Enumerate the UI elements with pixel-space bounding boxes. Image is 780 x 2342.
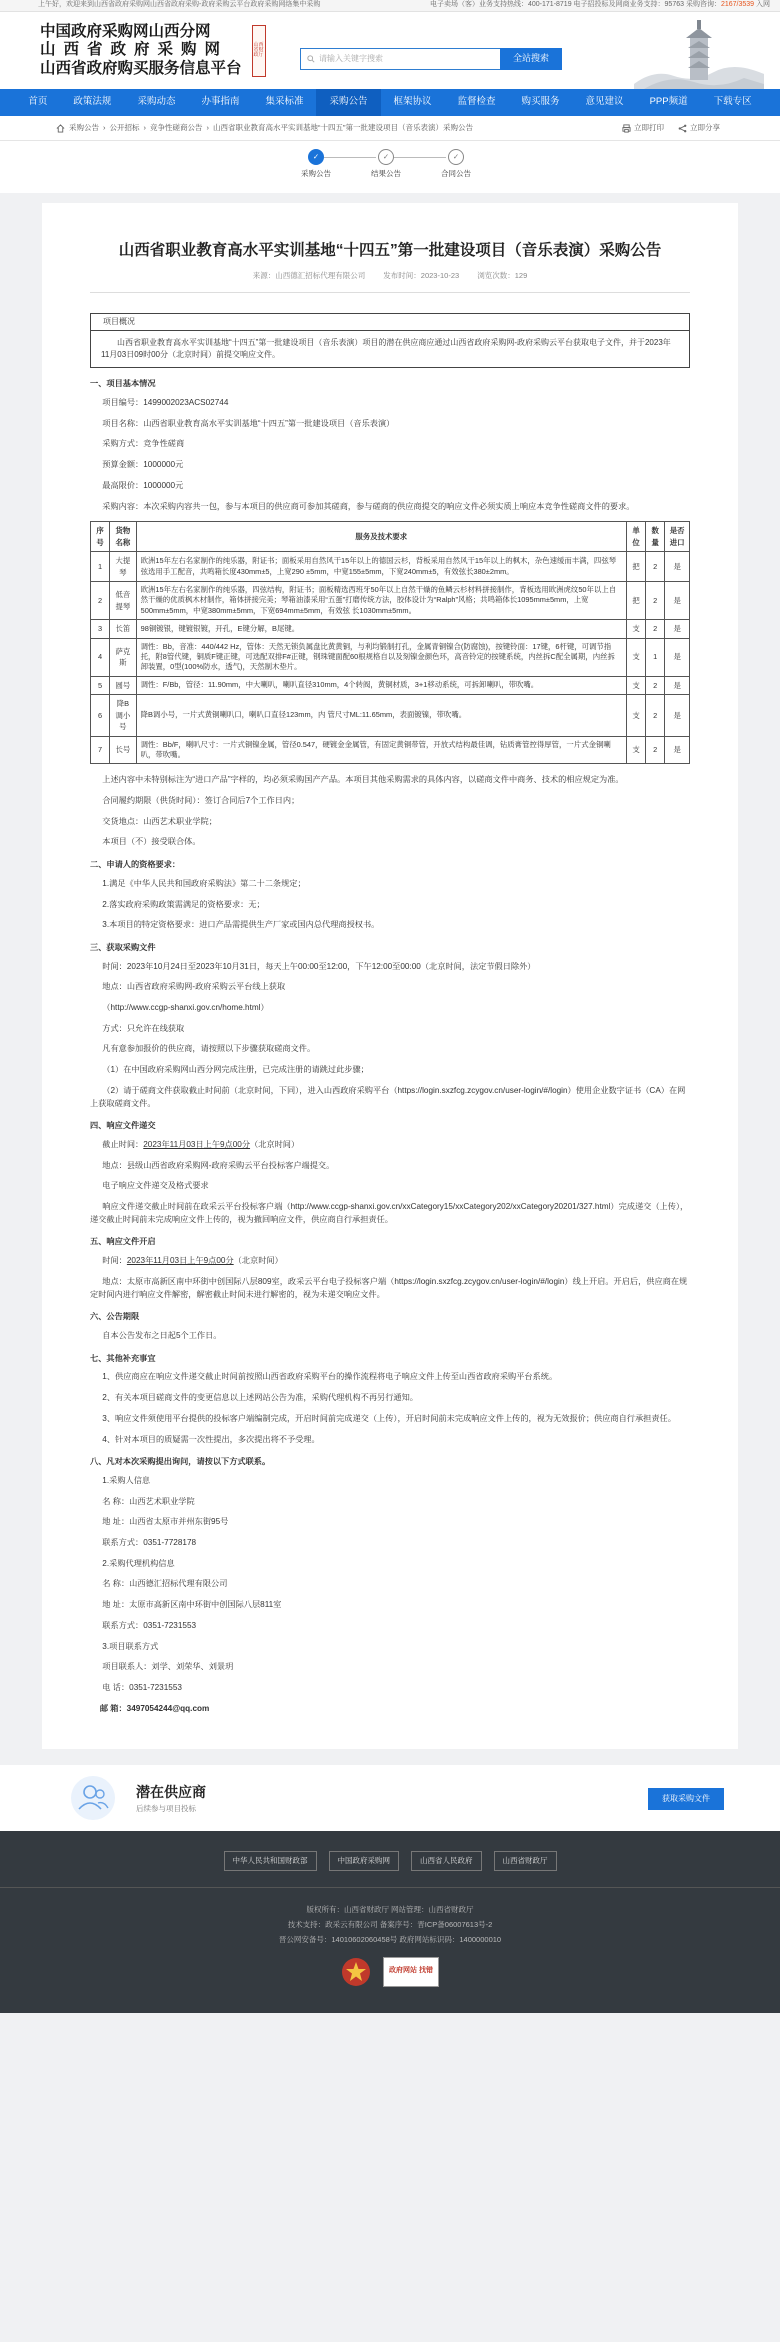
contact-line: 电 话：0351-7231553 [102,1682,182,1692]
section-heading: 四、响应文件递交 [90,1121,156,1131]
overview-text: 山西省职业教育高水平实训基地“十四五”第一批建设项目（音乐表演）项目的潜在供应商应通过山西省政府采购网-政府采购云平台获取电子文件，并于2023年11月03日09时00分（北京时间）前提交响应文件。 [90,331,690,369]
supplement-item: 3、响应文件须使用平台提供的投标客户端编制完成，开启时间前完成递交（上传），开启时间前未完成响应文件上传的，视为无效报价；供应商自行承担责任。 [102,1413,676,1423]
nav-item[interactable]: 采购公告 [316,89,380,116]
check-icon: ✓ [378,149,394,165]
step-announcement[interactable]: ✓ 采购公告 [291,149,341,179]
supplement-item: 4、针对本项目的质疑需一次性提出，多次提出将不予受理。 [102,1434,320,1444]
share-button[interactable]: 立即分享 [678,122,720,133]
table-cell: 萨克斯 [110,638,136,676]
pagoda-landscape-image [634,14,764,89]
obtain-method: 方式：只允许在线获取 [102,1023,185,1033]
party-emblem-icon[interactable] [341,1957,371,1987]
article-date: 发布时间：2023-10-23 [383,271,460,281]
table-header: 单位 [627,522,646,552]
article-views: 浏览次数：129 [477,271,528,281]
site-footer [0,1831,780,2013]
table-cell: 低音提琴 [110,582,136,620]
table-cell: 2 [646,736,665,764]
table-cell: 大提琴 [110,552,136,582]
table-row [91,582,690,620]
table-header: 数量 [646,522,665,552]
supplement-item: 1、供应商应在响应文件递交截止时间前按照山西省政府采购平台的操作流程将电子响应文件上传至山西省政府采购平台系统。 [102,1372,558,1382]
article-source: 来源：山西德汇招标代理有限公司 [252,271,366,281]
table-cell: 98铜镀银，键镀银镀，开孔，E键分解，B尾键。 [136,620,626,638]
table-cell: 7 [91,736,110,764]
notice-period: 自本公告发布之日起5个工作日。 [102,1330,222,1340]
section-heading: 五、响应文件开启 [90,1237,156,1247]
table-row [91,552,690,582]
table-cell: 支 [627,638,646,676]
footer-support: 技术支持：政采云有限公司 备案序号：晋ICP备06007613号-2 [287,1919,493,1929]
table-cell: 圆号 [110,676,136,694]
get-documents-button[interactable]: 获取采购文件 [648,1788,724,1810]
footer-link[interactable]: 山西省人民政府 [411,1851,482,1870]
section-heading: 三、获取采购文件 [90,942,156,952]
table-cell: 是 [665,638,690,676]
table-row [91,638,690,676]
supplier-title: 潜在供应商 [136,1784,206,1801]
chevron-right-icon: › [103,123,106,133]
chevron-right-icon: › [206,123,209,133]
table-cell: 把 [627,582,646,620]
obtain-note: 凡有意参加报价的供应商，请按照以下步骤获取磋商文件。 [102,1044,316,1054]
printer-icon [622,124,631,133]
section-heading: 二、申请人的资格要求： [90,860,181,870]
site-header [0,12,780,89]
table-cell: 2 [646,620,665,638]
nav-item[interactable]: 采购动态 [137,96,176,108]
divider [90,292,690,293]
table-header: 服务及技术要求 [136,522,626,552]
check-icon: ✓ [308,149,324,165]
table-cell: 是 [665,552,690,582]
users-icon [70,1775,116,1821]
section-heading: 八、凡对本次采购提出询问，请按以下方式联系。 [90,1457,271,1467]
table-cell: 1 [646,638,665,676]
table-cell: 支 [627,695,646,736]
breadcrumb-item[interactable]: 山西省职业教育高水平实训基地“十四五”第一批建设项目（音乐表演）采购公告 [213,123,473,133]
nav-item[interactable]: 框架协议 [393,96,432,108]
table-cell: 调性：Bb，音准：440/442 Hz，管体：天然无锁负属盘比黄黄铜，与利均锻制打孔，金属青铜镍合(防腐蚀)，按键铃面：17键，6杆键，可调节指托，附8管代键，铜质F键正键，可选配双排F#正键，钢珠键面配60根规格自以及刻镍金颜色环，高音铃定的按键系统，内丝拆C配全属期，内丝拆卸装置，0型(100%防水，透气)，天然制木垫片。 [136,638,626,676]
breadcrumb-item[interactable]: 采购公告 [69,123,99,133]
table-cell: 2 [646,552,665,582]
table-cell: 3 [91,620,110,638]
section-heading: 六、公告期限 [90,1312,140,1322]
nav-item[interactable]: 购买服务 [521,96,560,108]
obtain-place: 地点：山西省政府采购网-政府采购云平台线上获取 [102,982,286,992]
submit-place: 地点：县级山西省政府采购网-政府采购云平台投标客户端提交。 [102,1160,335,1170]
submit-text: 响应文件递交截止时间前在政采云平台投标客户端（http://www.ccgp-shanxi.gov.cn/xxCategory15/xxCategory202/xxCategory20201/327.html）完成递交（上传），递交截止时间前未完成响应文件上传的，视为撤回响应文件，供应商自行承担责任。 [90,1202,689,1224]
hotline-text: 电子卖场（客）业务支持热线：400-171-8719 电子招投标及网商业务支持：95763 采购咨询：2167/3539 入网 [430,1,770,9]
table-cell: 欧洲15年左右名家制作的纯乐器，四弦结构，附证书；面板精选西班牙50年以上自然干燥的鱼鳞云杉材料拼接制作，背板选用欧洲虎纹50年以上自然干燥的优质枫木材制作，箱体拼接完美；琴箱油漆采用“五蛋”打磨传统方法，胶体设计为“Ralph”风格；共鸣箱体长1095mm±5mm，上宽500mm±5mm，中宽380mm±5mm，下宽694mm±5mm，有效弦 长1030mm±5mm。 [136,582,626,620]
search-bar [300,48,562,70]
contact-line: 1.采购人信息 [102,1475,151,1485]
table-row [91,736,690,764]
seal-stamp: 山西省财政厅 [252,25,266,77]
contact-line: 名 称：山西艺术职业学院 [102,1496,195,1506]
site-logo[interactable]: 中国政府采购网山西分网 山西省政府采购网 山西省政府购买服务信息平台 [40,22,242,77]
table-row [91,695,690,736]
table-cell: 2 [646,676,665,694]
table-header: 序号 [91,522,110,552]
footer-registration: 晋公网安备号：14010602060458号 政府网站标识码：1400000010 [278,1934,502,1944]
obtain-time: 时间：2023年10月24日至2023年10月31日，每天上午00:00至12:00，下午12:00至00:00（北京时间，法定节假日除外） [102,961,536,971]
contact-line: 名 称：山西德汇招标代理有限公司 [102,1579,228,1589]
submit-format: 电子响应文件递交及格式要求 [102,1181,209,1191]
footer-link[interactable]: 中华人民共和国财政部 [224,1851,317,1870]
contact-line: 3.项目联系方式 [102,1641,159,1651]
contact-line: 地 址：山西省太原市并州东街95号 [102,1517,229,1527]
project-info-item: 交货地点：山西艺术职业学院； [102,816,217,826]
divider [0,1887,780,1888]
table-header: 货物名称 [110,522,136,552]
table-cell: 欧洲15年左右名家制作的纯乐器，附证书；面板采用自然风干15年以上的德国云杉，背板采用自然风干15年以上的枫木，杂色速缓而丰满，四弦琴弦选用手工配音，共鸣箱长度430mm±5，上宽290 ±5mm，中宽155±5mm，下宽240mm±5，有效弦长380±2mm。 [136,552,626,582]
table-cell: 调性：F/Bb，管径：11.90mm，中大喇叭，喇叭直径310mm，4个转阀，黄铜材质，3+1移动系统，可拆卸喇叭，带吹嘴。 [136,676,626,694]
table-note: 上述内容中未特别标注为“进口产品”字样的，均必须采购国产产品。本项目其他采购需求的具体内容，以磋商文件中商务、技术的相应规定为准。 [102,775,624,785]
table-cell: 是 [665,676,690,694]
top-info-bar [0,0,780,12]
project-info-item: 预算金额：1000000元 [102,460,184,470]
article-container [42,203,738,1749]
search-button[interactable]: 全站搜索 [500,48,562,70]
contact-line: 联系方式：0351-7728178 [102,1538,197,1548]
obtain-step: （2）请于磋商文件获取截止时间前（北京时间，下同），进入山西政府采购平台（https://login.sxzfcg.zcygov.cn/user-login/#/login）使用企业数字证书（CA）在网上获取磋商文件。 [90,1085,686,1108]
qualification-item: 2.落实政府采购政策需满足的资格要求：无； [102,899,265,909]
project-info-item: 最高限价：1000000元 [102,480,184,490]
table-cell: 5 [91,676,110,694]
table-cell: 是 [665,695,690,736]
contact-line: 联系方式：0351-7231553 [102,1620,197,1630]
breadcrumb-item[interactable]: 竞争性磋商公告 [150,123,203,133]
chevron-right-icon: › [143,123,146,133]
table-cell: 2 [646,582,665,620]
breadcrumb-item[interactable]: 公开招标 [109,123,140,133]
print-button[interactable]: 立即打印 [622,122,664,133]
table-cell: 2 [91,582,110,620]
supplement-item: 2、有关本项目磋商文件的变更信息以上述网站公告为准，采购代理机构不再另行通知。 [102,1393,418,1403]
submit-deadline: 截止时间：2023年11月03日上午9点00分（北京时间） [102,1139,300,1149]
nav-item[interactable]: 办事指南 [201,96,240,108]
gov-site-error-badge[interactable]: 政府网站 找错 [383,1957,439,1987]
progress-steps [0,141,780,193]
footer-link[interactable]: 山西省财政厅 [494,1851,557,1870]
nav-item[interactable]: 意见建议 [585,96,624,108]
table-cell: 支 [627,736,646,764]
open-time: 时间：2023年11月03日上午9点00分（北京时间） [102,1256,283,1266]
page-title: 山西省职业教育高水平实训基地“十四五”第一批建设项目（音乐表演）采购公告 [118,242,662,259]
contact-line: 地 址：太原市高新区南中环街中创国际八层811室 [102,1600,282,1610]
table-cell: 是 [665,582,690,620]
requirements-table [90,521,690,764]
table-row [91,620,690,638]
table-cell: 是 [665,620,690,638]
contact-email: 邮 箱：3497054244@qq.com [99,1703,210,1713]
step-result[interactable]: ✓ 结果公告 [361,149,411,179]
table-row [91,676,690,694]
table-cell: 调性：Bb/F，喇叭尺寸：一片式铜镍金属，管径0.547，硬镀金金属管，有固定黄铜带管，开放式结构最佳调，钻质膏管控得厚管，一片式金铜喇叭，带吹嘴。 [136,736,626,764]
nav-item[interactable]: PPP频道 [649,96,688,108]
nav-item[interactable]: 首页 [28,96,48,108]
home-icon[interactable] [56,124,65,133]
hotline-number[interactable]: 2167/3539 [720,1,755,9]
table-cell: 支 [627,676,646,694]
nav-item[interactable]: 政策法规 [73,96,112,108]
potential-supplier-panel [0,1765,780,1831]
footer-link[interactable]: 中国政府采购网 [329,1851,400,1870]
share-icon [678,124,687,133]
table-cell: 是 [665,736,690,764]
nav-item[interactable]: 监督检查 [457,96,496,108]
section-heading: 一、项目基本情况 [90,379,156,389]
table-cell: 降B调小号 [110,695,136,736]
contact-line: 项目联系人：刘学、刘荣华、刘景玥 [102,1662,234,1672]
table-cell: 6 [91,695,110,736]
project-info-item: 合同履约期限（供货时间）：签订合同后7个工作日内； [102,796,300,805]
contact-line: 2.采购代理机构信息 [102,1558,175,1568]
table-cell: 2 [646,695,665,736]
table-cell: 1 [91,552,110,582]
step-contract[interactable]: ✓ 合同公告 [431,149,481,179]
obtain-step: （1）在中国政府采购网山西分网完成注册，已完成注册的请跳过此步骤； [102,1065,369,1075]
table-cell: 长笛 [110,620,136,638]
table-cell: 支 [627,620,646,638]
check-icon: ✓ [448,149,464,165]
project-info-item: 项目编号：1499002023ACS02744 [102,397,229,407]
supplier-subtitle: 后续参与项目投标 [136,1804,196,1814]
purchase-content: 采购内容：本次采购内容共一包，参与本项目的供应商可参加其磋商，参与磋商的供应商提交的响应文件必须实质上响应本竞争性磋商文件的要求。 [102,501,635,511]
nav-item[interactable]: 下载专区 [713,96,752,108]
table-header: 是否进口 [665,522,690,552]
article-body [90,378,690,1715]
main-nav [0,89,780,116]
table-cell: 长号 [110,736,136,764]
nav-item[interactable]: 集采标准 [265,96,304,108]
search-input[interactable]: 请输入关键字搜索 [300,48,500,70]
search-icon [307,55,315,63]
project-info-item: 本项目（不）接受联合体。 [102,837,201,847]
project-info-item: 项目名称：山西省职业教育高水平实训基地“十四五”第一批建设项目（音乐表演） [102,418,395,428]
qualification-item: 1.满足《中华人民共和国政府采购法》第二十二条规定； [102,878,306,888]
breadcrumb [0,116,780,141]
obtain-url[interactable]: （http://www.ccgp-shanxi.gov.cn/home.html） [102,1003,269,1013]
open-place: 地点：太原市高新区南中环街中创国际八层809室，政采云平台电子投标客户端（https://login.sxzfcg.zcygov.cn/user-login/#/login）线上开启。开启后，供应商在规定时间内进行响应文件解密，解密截止时间未进行解密的，视为未递交响应文件。 [90,1276,688,1299]
table-cell: 降B调小号，一片式黄铜喇叭口，喇叭口直径123mm，内 管尺寸ML:11.65mm，表面镀镍，带吹嘴。 [136,695,626,736]
overview-label: 项目概况 [90,313,690,331]
article-meta [90,270,690,281]
table-cell: 4 [91,638,110,676]
section-heading: 七、其他补充事宜 [90,1353,156,1363]
project-info-item: 采购方式：竞争性磋商 [102,439,185,449]
table-cell: 把 [627,552,646,582]
qualification-item: 3.本项目的特定资格要求：进口产品需提供生产厂家或国内总代理商授权书。 [102,920,380,930]
footer-copyright: 版权所有：山西省财政厅 网站管理：山西省财政厅 [306,1904,474,1914]
welcome-text: 上午好，欢迎来到山西省政府采购网山西省政府采购-政府采购云平台政府采购网络集中采购 [38,1,321,9]
